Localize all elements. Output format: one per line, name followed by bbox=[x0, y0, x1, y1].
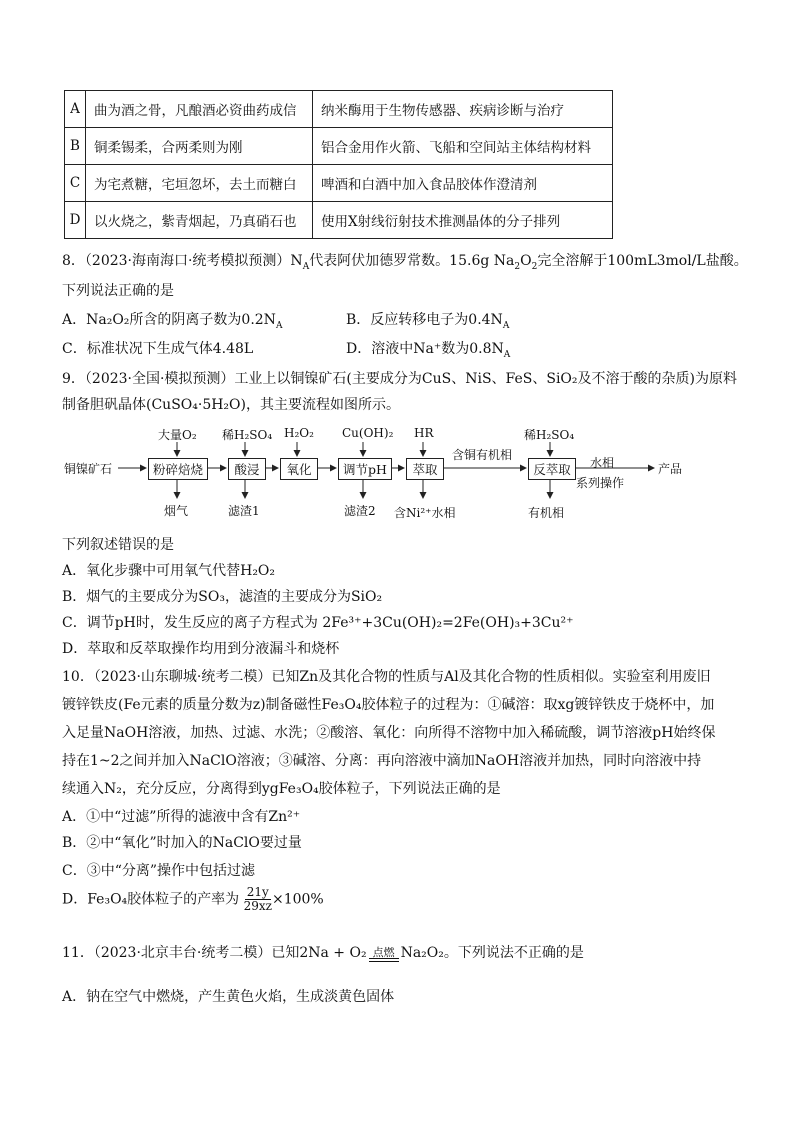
row-key: B bbox=[65, 128, 86, 165]
q8-option-c: C．标准状况下生成气体4.48L bbox=[62, 341, 254, 357]
row-left: 铜柔锡柔，合两柔则为刚 bbox=[86, 128, 313, 165]
row-right: 铝合金用作火箭、飞船和空间站主体结构材料 bbox=[313, 128, 613, 165]
row-left: 曲为酒之骨，凡酿酒必资曲药成信 bbox=[86, 91, 313, 128]
mid-organic-cu: 含铜有机相 bbox=[452, 448, 513, 462]
table-row bbox=[65, 91, 613, 128]
row-right: 纳米酶用于生物传感器、疾病诊断与治疗 bbox=[313, 91, 613, 128]
q10-option-b: B．②中“氧化”时加入的NaClO要过量 bbox=[62, 835, 302, 851]
q9-option-b: B．烟气的主要成分为SO₃，滤渣的主要成分为SiO₂ bbox=[62, 589, 383, 605]
q10-line4: 持在1~2之间并加入NaClO溶液；③碱溶、分离：再向溶液中滴加NaOH溶液并加热，同时向溶液中持 bbox=[62, 753, 702, 769]
flow-series-ops: 系列操作 bbox=[576, 476, 625, 490]
reagent-h2o2: H₂O₂ bbox=[284, 426, 314, 440]
output-organic: 有机相 bbox=[528, 506, 565, 520]
reagent-h2so4-2: 稀H₂SO₄ bbox=[524, 428, 575, 442]
options-table bbox=[64, 90, 613, 239]
process-flow-diagram bbox=[64, 420, 704, 530]
output-residue1: 滤渣1 bbox=[228, 504, 260, 518]
q9-option-c: C．调节pH时，发生反应的离子方程式为 2Fe³⁺+3Cu(OH)₂=2Fe(OH)₃+3Cu²⁺ bbox=[62, 615, 574, 631]
reagent-o2: 大量O₂ bbox=[158, 428, 197, 442]
q8-stem: 8．（2023·海南海口·统考模拟预测）$N_A$代表阿伏加德罗常数。15.6g $Na_2O_2$完全溶解于100mL3mol/L盐酸。 bbox=[62, 253, 748, 272]
row-key: D bbox=[65, 202, 86, 239]
q9-line1: 9．（2023·全国·模拟预测）工业上以铜镍矿石(主要成分为CuS、NiS、FeS、SiO₂及不溶于酸的杂质)为原料 bbox=[62, 371, 737, 387]
q11-option-a: A．钠在空气中燃烧，产生黄色火焰，生成淡黄色固体 bbox=[62, 989, 395, 1005]
box-oxidize: 氧化 bbox=[280, 458, 318, 480]
q10-line2: 镀锌铁皮(Fe元素的质量分数为z)制备磁性Fe₃O₄胶体粒子的过程为：①碱溶：取xg镀锌铁皮于烧杯中，加 bbox=[62, 697, 715, 713]
q10-line3: 入足量NaOH溶液，加热、过滤、水洗；②酸溶、氧化：向所得不溶物中加入稀硫酸，调节溶液pH始终保 bbox=[62, 725, 716, 741]
box-acid-leach: 酸浸 bbox=[228, 458, 266, 480]
q9-option-a: A．氧化步骤中可用氧气代替H₂O₂ bbox=[62, 563, 276, 579]
flow-water-phase: 水相 bbox=[590, 456, 615, 470]
q10-option-a: A．①中“过滤”所得的滤液中含有Zn²⁺ bbox=[62, 809, 301, 825]
row-left: 以火烧之，紫青烟起，乃真硝石也 bbox=[86, 202, 313, 239]
table-row bbox=[65, 202, 613, 239]
row-key: C bbox=[65, 165, 86, 202]
q10-option-c: C．③中“分离”操作中包括过滤 bbox=[62, 863, 256, 879]
q8-option-b: B．反应转移电子为$0.4N_A$ bbox=[346, 312, 510, 331]
row-right: 使用X射线衍射技术推测晶体的分子排列 bbox=[313, 202, 613, 239]
row-right: 啤酒和白酒中加入食品胶体作澄清剂 bbox=[313, 165, 613, 202]
q8-option-a: A．Na₂O₂所含的阴离子数为$0.2N_A$ bbox=[62, 312, 283, 331]
row-key: A bbox=[65, 91, 86, 128]
box-extract: 萃取 bbox=[406, 458, 444, 480]
reagent-hr: HR bbox=[414, 426, 434, 440]
q11-stem: 11．（2023·北京丰台·统考二模）已知2Na + O₂ 点燃 Na₂O₂。下列说法不正确的是 bbox=[62, 945, 584, 961]
flow-product: 产品 bbox=[658, 462, 683, 476]
output-residue2: 滤渣2 bbox=[344, 504, 376, 518]
reagent-h2so4: 稀H₂SO₄ bbox=[222, 428, 273, 442]
reagent-cuoh2: Cu(OH)₂ bbox=[342, 426, 394, 440]
q10-line5: 续通入N₂，充分反应，分离得到ygFe₃O₄胶体粒子，下列说法正确的是 bbox=[62, 781, 501, 797]
yield-fraction: $\frac{21y}{29xz}$ bbox=[243, 885, 272, 914]
q10-line1: 10．（2023·山东聊城·统考二模）已知Zn及其化合物的性质与Al及其化合物的性质相似。实验室利用废旧 bbox=[62, 669, 711, 685]
row-left: 为宅煮糖，宅垣忽坏，去土而糖白 bbox=[86, 165, 313, 202]
q9-ask: 下列叙述错误的是 bbox=[62, 537, 174, 553]
output-ni-aq: 含Ni²⁺水相 bbox=[394, 506, 456, 520]
flow-start: 铜镍矿石 bbox=[64, 462, 113, 476]
q8-option-d: D．溶液中Na⁺数为$0.8N_A$ bbox=[346, 341, 511, 360]
box-back-extract: 反萃取 bbox=[528, 458, 576, 480]
table-row bbox=[65, 128, 613, 165]
table-row bbox=[65, 165, 613, 202]
box-roast: 粉碎焙烧 bbox=[148, 458, 208, 480]
q8-ask: 下列说法正确的是 bbox=[62, 283, 174, 299]
q10-option-d: D．Fe₃O₄胶体粒子的产率为 $\frac{21y}{29xz}$ ×100% bbox=[62, 885, 324, 914]
q9-option-d: D．萃取和反萃取操作均用到分液漏斗和烧杯 bbox=[62, 641, 340, 657]
q9-line2: 制备胆矾晶体(CuSO₄·5H₂O)，其主要流程如图所示。 bbox=[62, 397, 400, 413]
output-gas: 烟气 bbox=[164, 504, 189, 518]
box-adjust-ph: 调节pH bbox=[338, 458, 392, 480]
